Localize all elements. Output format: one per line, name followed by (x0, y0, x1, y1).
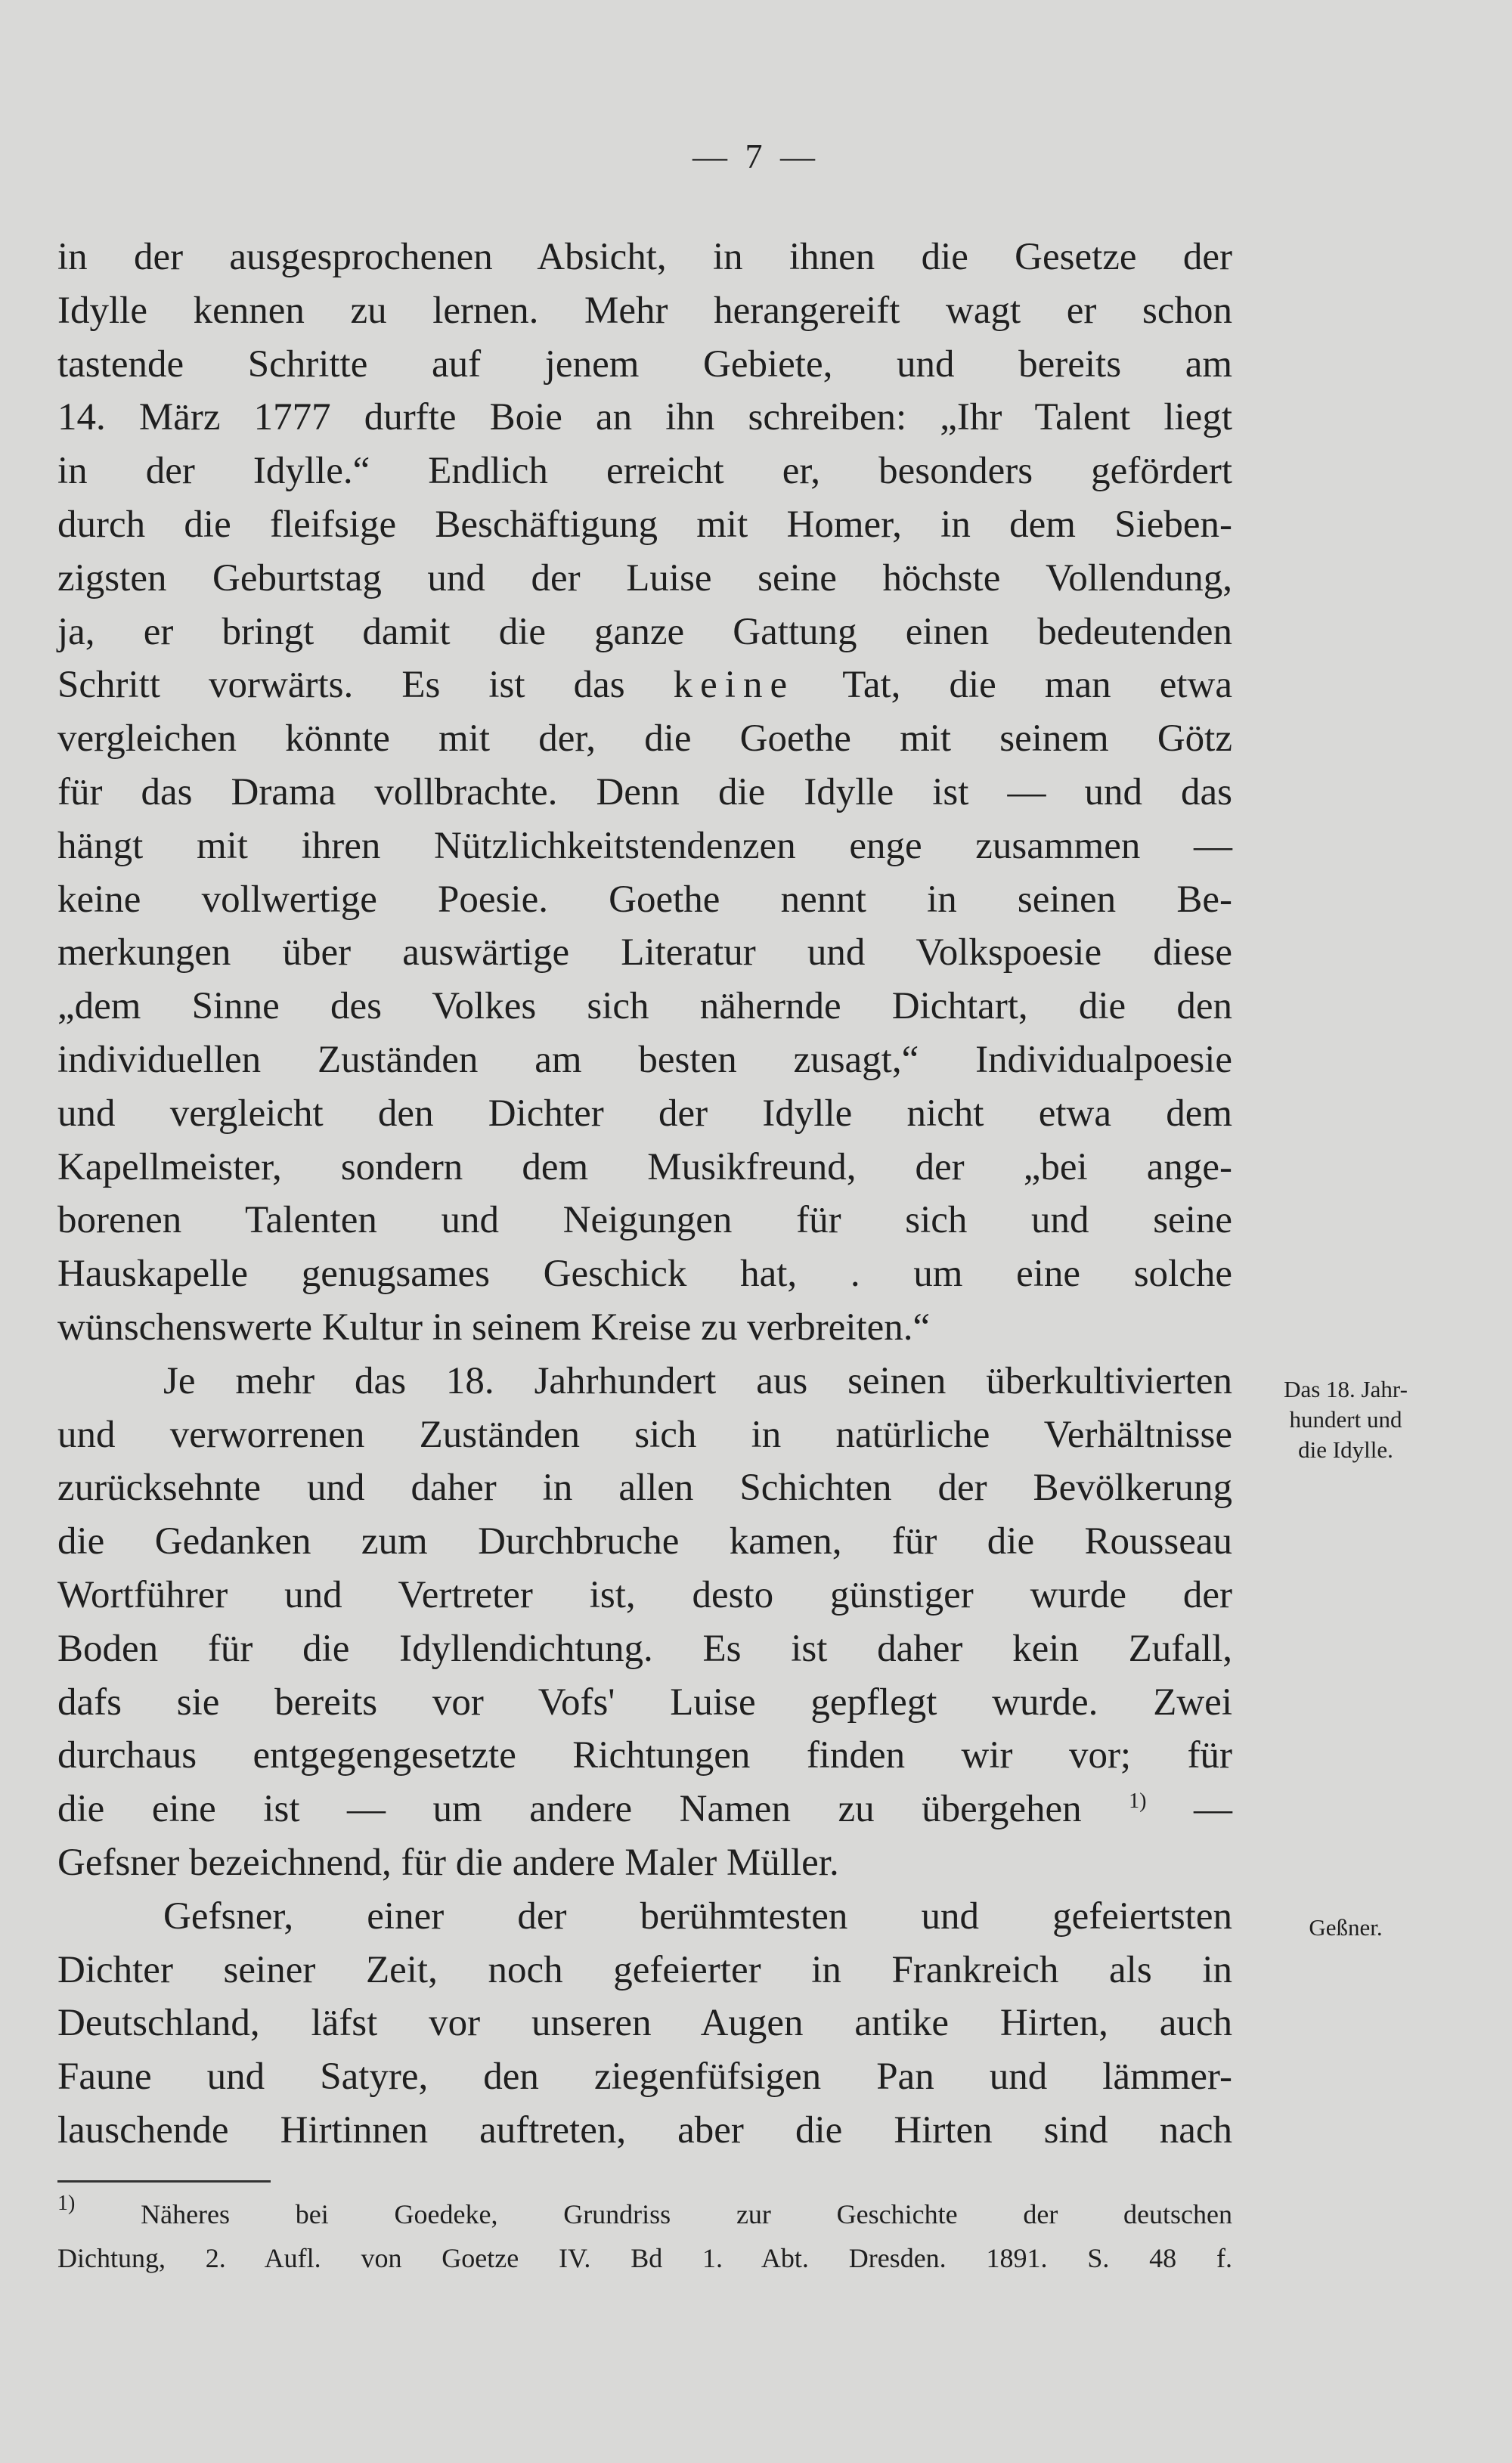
text-line: Gefsner, einer der berühmtesten und gefeiertsten (163, 1894, 1232, 1938)
text-line: zigsten Geburtstag und der Luise seine höchste Vollendung, (57, 556, 1232, 599)
text-line: die eine ist — um andere Namen zu übergehen $^{1)}$ — (57, 1788, 1233, 1831)
text-line: durchaus entgegengesetzte Richtungen finden wir vor; für (57, 1734, 1232, 1777)
text-line: Boden für die Idyllendichtung. Es ist daher kein Zufall, (57, 1627, 1232, 1670)
text-line: die Gedanken zum Durchbruche kamen, für die Rousseau (57, 1520, 1232, 1563)
text-line: ja, er bringt damit die ganze Gattung einen bedeutenden (57, 610, 1232, 653)
text-line: durch die fleifsige Beschäftigung mit Homer, in dem Sieben- (57, 503, 1232, 546)
text-line: Wortführer und Vertreter ist, desto günstiger wurde der (57, 1573, 1232, 1616)
text-line: Faune und Satyre, den ziegenfüfsigen Pan und lämmer- (57, 2056, 1232, 2099)
page-number: — 7 — (692, 137, 820, 175)
footnote: $^{1)}$ Näheres bei Goedeke, Grundriss zur Geschichte der deutschen Dichtung, 2. Aufl. von Goetze IV. Bd 1. Abt. Dresden. 1891. S. 48 f. (57, 2192, 1233, 2273)
text-line: und vergleicht den Dichter der Idylle nicht etwa dem (57, 1092, 1232, 1135)
text-line: Je mehr das 18. Jahrhundert aus seinen überkultivierten (163, 1359, 1232, 1402)
text-line: Idylle kennen zu lernen. Mehr herangereift wagt er schon (57, 289, 1232, 332)
footnote-divider (57, 2180, 271, 2183)
text-line: individuellen Zuständen am besten zusagt,“ Individualpoesie (57, 1038, 1232, 1081)
text-line: in der Idylle.“ Endlich erreicht er, besonders gefördert (57, 450, 1232, 493)
text-line: 14. März 1777 durfte Boie an ihn schreiben: „Ihr Talent liegt (57, 396, 1232, 439)
text-line: tastende Schritte auf jenem Gebiete, und bereits am (57, 342, 1232, 386)
footnote-reference: 1) (1129, 1789, 1147, 1814)
text-line: Dichter seiner Zeit, noch gefeierter in Frankreich als in (57, 1948, 1232, 1991)
text-line: borenen Talenten und Neigungen für sich und seine (57, 1199, 1232, 1242)
text-line: „dem Sinne des Volkes sich nähernde Dichtart, die den (57, 985, 1232, 1028)
margin-note-gessner: Geßner. (1309, 1914, 1383, 1941)
text-line: Gefsner bezeichnend, für die andere Maler Müller. (57, 1841, 839, 1884)
margin-note-18th-century: Das 18. Jahr- hundert und die Idylle. (1284, 1376, 1408, 1463)
text-line: lauschende Hirtinnen auftreten, aber die Hirten sind nach (57, 2108, 1232, 2152)
footnote-marker: 1) (57, 2192, 76, 2215)
text-line: keine vollwertige Poesie. Goethe nennt in seinen Be- (57, 878, 1232, 921)
text-line: für das Drama vollbrachte. Denn die Idylle ist — und das (57, 770, 1232, 813)
main-text (57, 231, 1232, 2158)
text-line: Kapellmeister, sondern dem Musikfreund, der „bei ange- (57, 1145, 1232, 1188)
text-line: dafs sie bereits vor Vofs' Luise gepflegt wurde. Zwei (57, 1681, 1232, 1724)
text-line: Schritt vorwärts. Es ist das keine Tat, die man etwa (57, 664, 1232, 707)
text-line: Hauskapelle genugsames Geschick hat, . um eine solche (57, 1253, 1232, 1296)
text-line: vergleichen könnte mit der, die Goethe mit seinem Götz (57, 717, 1232, 761)
text-line: zurücksehnte und daher in allen Schichten der Bevölkerung (57, 1467, 1232, 1510)
text-line: merkungen über auswärtige Literatur und Volkspoesie diese (57, 931, 1232, 974)
text-line: in der ausgesprochenen Absicht, in ihnen die Gesetze der (57, 236, 1232, 278)
text-line: hängt mit ihren Nützlichkeitstendenzen enge zusammen — (57, 824, 1232, 867)
text-line: wünschenswerte Kultur in seinem Kreise zu verbreiten.“ (57, 1306, 931, 1349)
text-line: und verworrenen Zuständen sich in natürliche Verhältnisse (57, 1413, 1232, 1456)
emphasized-word: keine (673, 664, 795, 707)
text-line: Deutschland, läfst vor unseren Augen antike Hirten, auch (57, 2002, 1232, 2045)
